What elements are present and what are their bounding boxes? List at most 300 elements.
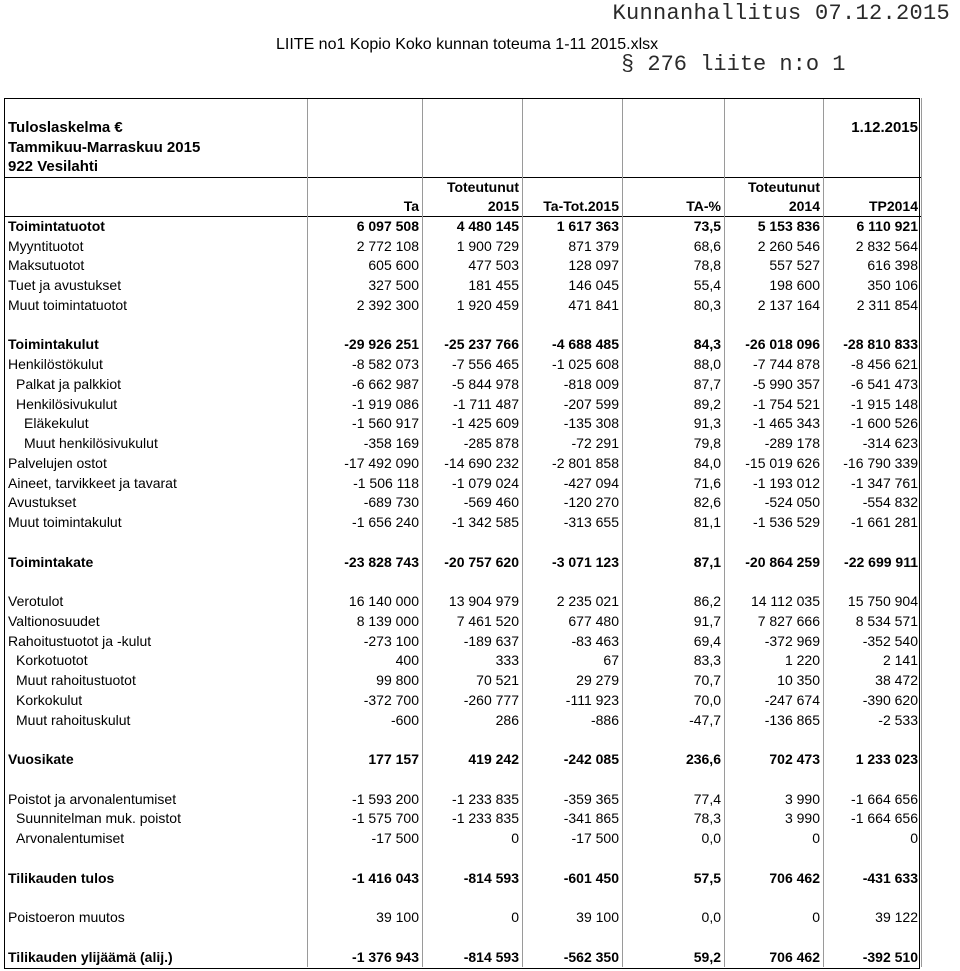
row-value: -26 018 096 bbox=[725, 335, 824, 355]
row-value: 471 841 bbox=[523, 296, 623, 316]
row-value: 59,2 bbox=[623, 947, 725, 967]
table-row bbox=[5, 434, 922, 454]
row-value: -207 599 bbox=[523, 394, 623, 414]
row-value: 7 827 666 bbox=[725, 612, 824, 632]
table-row bbox=[5, 513, 922, 533]
row-value: 419 242 bbox=[423, 750, 523, 770]
row-value bbox=[623, 888, 725, 908]
row-value bbox=[824, 849, 922, 869]
col-header bbox=[5, 197, 308, 217]
blank-row bbox=[5, 730, 922, 750]
row-value: 69,4 bbox=[623, 631, 725, 651]
row-label bbox=[5, 315, 308, 335]
row-value: 55,4 bbox=[623, 276, 725, 296]
row-value: -1 656 240 bbox=[308, 513, 423, 533]
row-value: 8 534 571 bbox=[824, 612, 922, 632]
row-value: -1 233 835 bbox=[423, 789, 523, 809]
row-value: -4 688 485 bbox=[523, 335, 623, 355]
table-row bbox=[5, 236, 922, 256]
row-value: 83,3 bbox=[623, 651, 725, 671]
row-value: -1 915 148 bbox=[824, 394, 922, 414]
row-value: -5 844 978 bbox=[423, 375, 523, 395]
row-label: Henkilöstökulut bbox=[5, 355, 308, 375]
row-value: 350 106 bbox=[824, 276, 922, 296]
row-value: -372 700 bbox=[308, 691, 423, 711]
period-row bbox=[5, 138, 922, 158]
row-value: 10 350 bbox=[725, 671, 824, 691]
row-value: -83 463 bbox=[523, 631, 623, 651]
row-value bbox=[423, 533, 523, 553]
row-value bbox=[725, 770, 824, 790]
row-value: -554 832 bbox=[824, 493, 922, 513]
table-row bbox=[5, 473, 922, 493]
row-value bbox=[308, 928, 423, 948]
row-value: -814 593 bbox=[423, 947, 523, 967]
row-value bbox=[824, 572, 922, 592]
row-value: 2 772 108 bbox=[308, 236, 423, 256]
row-value: 39 100 bbox=[523, 908, 623, 928]
row-value: 91,7 bbox=[623, 612, 725, 632]
table-row bbox=[5, 355, 922, 375]
row-label: Tilikauden ylijäämä (alij.) bbox=[5, 947, 308, 967]
row-value: -28 810 833 bbox=[824, 335, 922, 355]
row-value: -29 926 251 bbox=[308, 335, 423, 355]
section-label: § 276 liite n:o 1 bbox=[621, 52, 846, 77]
table-row bbox=[5, 829, 922, 849]
blank-row bbox=[5, 770, 922, 790]
row-value: -814 593 bbox=[423, 868, 523, 888]
row-value bbox=[523, 730, 623, 750]
col-header-top bbox=[824, 177, 922, 197]
row-value: 67 bbox=[523, 651, 623, 671]
row-label: Avustukset bbox=[5, 493, 308, 513]
row-value: -1 425 609 bbox=[423, 414, 523, 434]
row-value: 70,7 bbox=[623, 671, 725, 691]
row-value bbox=[523, 770, 623, 790]
row-label: Toimintakate bbox=[5, 552, 308, 572]
row-value: -17 500 bbox=[523, 829, 623, 849]
blank-row bbox=[5, 98, 922, 118]
row-value: -1 079 024 bbox=[423, 473, 523, 493]
row-value bbox=[423, 730, 523, 750]
row-value: 39 122 bbox=[824, 908, 922, 928]
row-value: -427 094 bbox=[523, 473, 623, 493]
table-row bbox=[5, 296, 922, 316]
table-row bbox=[5, 789, 922, 809]
row-value: 79,8 bbox=[623, 434, 725, 454]
row-label: Eläkekulut bbox=[5, 414, 308, 434]
row-value bbox=[725, 533, 824, 553]
row-value: -818 009 bbox=[523, 375, 623, 395]
table-row bbox=[5, 592, 922, 612]
row-label: Myyntituotot bbox=[5, 236, 308, 256]
row-value bbox=[308, 315, 423, 335]
row-value: 2 235 021 bbox=[523, 592, 623, 612]
row-value bbox=[824, 888, 922, 908]
row-value: -1 416 043 bbox=[308, 868, 423, 888]
row-value: 15 750 904 bbox=[824, 592, 922, 612]
row-value: -1 376 943 bbox=[308, 947, 423, 967]
row-value: -1 193 012 bbox=[725, 473, 824, 493]
row-value: -314 623 bbox=[824, 434, 922, 454]
row-value bbox=[623, 928, 725, 948]
row-value: 3 990 bbox=[725, 809, 824, 829]
row-value: 2 141 bbox=[824, 651, 922, 671]
row-value: 400 bbox=[308, 651, 423, 671]
row-label: Toimintatuotot bbox=[5, 217, 308, 237]
row-value: 677 480 bbox=[523, 612, 623, 632]
row-value: -1 560 917 bbox=[308, 414, 423, 434]
row-label: Suunnitelman muk. poistot bbox=[5, 809, 308, 829]
row-label: Korkokulut bbox=[5, 691, 308, 711]
row-label: Rahoitustuotot ja -kulut bbox=[5, 631, 308, 651]
row-value: 327 500 bbox=[308, 276, 423, 296]
row-value: 70 521 bbox=[423, 671, 523, 691]
row-value bbox=[623, 730, 725, 750]
blank-row bbox=[5, 928, 922, 948]
row-value bbox=[523, 533, 623, 553]
row-value: -1 661 281 bbox=[824, 513, 922, 533]
row-value: -689 730 bbox=[308, 493, 423, 513]
row-value: 0 bbox=[725, 908, 824, 928]
row-value bbox=[423, 928, 523, 948]
row-value: -72 291 bbox=[523, 434, 623, 454]
row-value: 5 153 836 bbox=[725, 217, 824, 237]
row-value bbox=[824, 315, 922, 335]
row-label: Palvelujen ostot bbox=[5, 454, 308, 474]
row-value: 70,0 bbox=[623, 691, 725, 711]
row-value: -1 347 761 bbox=[824, 473, 922, 493]
row-label: Arvonalentumiset bbox=[5, 829, 308, 849]
row-value: 0,0 bbox=[623, 829, 725, 849]
row-value: -569 460 bbox=[423, 493, 523, 513]
row-value: 88,0 bbox=[623, 355, 725, 375]
row-value: -372 969 bbox=[725, 631, 824, 651]
row-value: -1 575 700 bbox=[308, 809, 423, 829]
row-value: -1 465 343 bbox=[725, 414, 824, 434]
row-value bbox=[423, 849, 523, 869]
table-row bbox=[5, 414, 922, 434]
table-row bbox=[5, 612, 922, 632]
table-row bbox=[5, 750, 922, 770]
table-body bbox=[5, 98, 922, 967]
row-value bbox=[308, 770, 423, 790]
row-value: -7 556 465 bbox=[423, 355, 523, 375]
row-value: -189 637 bbox=[423, 631, 523, 651]
row-value bbox=[725, 315, 824, 335]
row-value bbox=[523, 928, 623, 948]
table-row bbox=[5, 691, 922, 711]
row-value bbox=[824, 928, 922, 948]
row-value: 80,3 bbox=[623, 296, 725, 316]
row-value: 16 140 000 bbox=[308, 592, 423, 612]
row-value bbox=[824, 730, 922, 750]
row-value: -17 500 bbox=[308, 829, 423, 849]
row-value: 77,4 bbox=[623, 789, 725, 809]
row-value: 39 100 bbox=[308, 908, 423, 928]
row-value: -313 655 bbox=[523, 513, 623, 533]
row-value bbox=[308, 572, 423, 592]
row-value bbox=[824, 533, 922, 553]
row-value: 2 260 546 bbox=[725, 236, 824, 256]
row-label bbox=[5, 572, 308, 592]
col-header-top bbox=[5, 177, 308, 197]
row-value: -524 050 bbox=[725, 493, 824, 513]
row-value: 702 473 bbox=[725, 750, 824, 770]
row-value: 57,5 bbox=[623, 868, 725, 888]
row-value: 78,8 bbox=[623, 256, 725, 276]
row-value: 1 900 729 bbox=[423, 236, 523, 256]
row-value: 0,0 bbox=[623, 908, 725, 928]
blank-row bbox=[5, 315, 922, 335]
blank-row bbox=[5, 888, 922, 908]
row-label: Palkat ja palkkiot bbox=[5, 375, 308, 395]
row-value: 605 600 bbox=[308, 256, 423, 276]
row-value: -341 865 bbox=[523, 809, 623, 829]
row-value: -14 690 232 bbox=[423, 454, 523, 474]
meeting-header: Kunnanhallitus 07.12.2015 bbox=[612, 1, 950, 26]
row-label: Muut rahoitustuotot bbox=[5, 671, 308, 691]
row-value: -8 582 073 bbox=[308, 355, 423, 375]
row-value bbox=[623, 849, 725, 869]
row-value: -111 923 bbox=[523, 691, 623, 711]
row-value: -289 178 bbox=[725, 434, 824, 454]
col-header-top bbox=[308, 177, 423, 197]
row-value: 1 233 023 bbox=[824, 750, 922, 770]
row-value bbox=[725, 849, 824, 869]
row-value: -136 865 bbox=[725, 710, 824, 730]
row-value bbox=[523, 849, 623, 869]
row-value: 2 392 300 bbox=[308, 296, 423, 316]
row-value: 6 110 921 bbox=[824, 217, 922, 237]
col-header: 2014 bbox=[725, 197, 824, 217]
col-header-top bbox=[623, 177, 725, 197]
table-row bbox=[5, 908, 922, 928]
row-value: 71,6 bbox=[623, 473, 725, 493]
row-value: 236,6 bbox=[623, 750, 725, 770]
row-value: -2 801 858 bbox=[523, 454, 623, 474]
unit-row bbox=[5, 157, 922, 177]
col-header-top: Toteutunut bbox=[725, 177, 824, 197]
table-row bbox=[5, 217, 922, 237]
row-value: 87,1 bbox=[623, 552, 725, 572]
row-label bbox=[5, 533, 308, 553]
row-value: -3 071 123 bbox=[523, 552, 623, 572]
blank-row bbox=[5, 849, 922, 869]
row-value: 6 097 508 bbox=[308, 217, 423, 237]
row-value: 8 139 000 bbox=[308, 612, 423, 632]
row-value bbox=[725, 730, 824, 750]
row-value: -23 828 743 bbox=[308, 552, 423, 572]
row-label: Aineet, tarvikkeet ja tavarat bbox=[5, 473, 308, 493]
row-value: -47,7 bbox=[623, 710, 725, 730]
row-value: 1 920 459 bbox=[423, 296, 523, 316]
row-value: 177 157 bbox=[308, 750, 423, 770]
row-value: 87,7 bbox=[623, 375, 725, 395]
row-label: Muut rahoituskulut bbox=[5, 710, 308, 730]
row-value: -390 620 bbox=[824, 691, 922, 711]
row-value bbox=[308, 533, 423, 553]
row-value: 4 480 145 bbox=[423, 217, 523, 237]
row-value: 198 600 bbox=[725, 276, 824, 296]
row-value: 91,3 bbox=[623, 414, 725, 434]
row-value: -352 540 bbox=[824, 631, 922, 651]
row-value: -2 533 bbox=[824, 710, 922, 730]
row-value: 3 990 bbox=[725, 789, 824, 809]
row-value: -1 711 487 bbox=[423, 394, 523, 414]
table-row bbox=[5, 631, 922, 651]
income-statement-table bbox=[4, 98, 922, 967]
row-label: Muut henkilösivukulut bbox=[5, 434, 308, 454]
row-label bbox=[5, 849, 308, 869]
row-value: -358 169 bbox=[308, 434, 423, 454]
row-label: Valtionosuudet bbox=[5, 612, 308, 632]
table-row bbox=[5, 671, 922, 691]
row-value: 7 461 520 bbox=[423, 612, 523, 632]
row-value: -20 864 259 bbox=[725, 552, 824, 572]
row-label: Poistoeron muutos bbox=[5, 908, 308, 928]
row-value: -8 456 621 bbox=[824, 355, 922, 375]
sheet-unit: 922 Vesilahti bbox=[5, 157, 308, 177]
row-value: -7 744 878 bbox=[725, 355, 824, 375]
row-value bbox=[423, 572, 523, 592]
row-value bbox=[623, 315, 725, 335]
row-value: 84,0 bbox=[623, 454, 725, 474]
row-value: -359 365 bbox=[523, 789, 623, 809]
row-value: -1 664 656 bbox=[824, 789, 922, 809]
table-row bbox=[5, 454, 922, 474]
row-value: -1 600 526 bbox=[824, 414, 922, 434]
row-label bbox=[5, 770, 308, 790]
row-label: Tuet ja avustukset bbox=[5, 276, 308, 296]
row-value bbox=[623, 770, 725, 790]
col-header: TA-% bbox=[623, 197, 725, 217]
row-value: 557 527 bbox=[725, 256, 824, 276]
row-value bbox=[308, 849, 423, 869]
row-value: -1 919 086 bbox=[308, 394, 423, 414]
file-name: LIITE no1 Kopio Koko kunnan toteuma 1-11 2015.xlsx bbox=[276, 36, 659, 53]
row-value: 0 bbox=[824, 829, 922, 849]
row-value: 146 045 bbox=[523, 276, 623, 296]
row-value: 82,6 bbox=[623, 493, 725, 513]
row-value: -1 506 118 bbox=[308, 473, 423, 493]
row-label: Henkilösivukulut bbox=[5, 394, 308, 414]
row-value: 13 904 979 bbox=[423, 592, 523, 612]
row-value: -886 bbox=[523, 710, 623, 730]
row-label: Toimintakulut bbox=[5, 335, 308, 355]
row-value: 1 617 363 bbox=[523, 217, 623, 237]
row-value: 706 462 bbox=[725, 868, 824, 888]
col-header-top bbox=[523, 177, 623, 197]
row-value: -600 bbox=[308, 710, 423, 730]
row-value: 84,3 bbox=[623, 335, 725, 355]
row-value: 477 503 bbox=[423, 256, 523, 276]
table-row bbox=[5, 256, 922, 276]
row-value: -16 790 339 bbox=[824, 454, 922, 474]
sheet-date: 1.12.2015 bbox=[824, 118, 922, 138]
table-row bbox=[5, 276, 922, 296]
row-value bbox=[423, 770, 523, 790]
row-value: 286 bbox=[423, 710, 523, 730]
row-value: 0 bbox=[725, 829, 824, 849]
col-header: Ta bbox=[308, 197, 423, 217]
row-value bbox=[523, 572, 623, 592]
row-value: -120 270 bbox=[523, 493, 623, 513]
row-label: Verotulot bbox=[5, 592, 308, 612]
row-value bbox=[523, 888, 623, 908]
header-row bbox=[5, 197, 922, 217]
row-value: -1 536 529 bbox=[725, 513, 824, 533]
row-value: 68,6 bbox=[623, 236, 725, 256]
table-row bbox=[5, 375, 922, 395]
row-value: 38 472 bbox=[824, 671, 922, 691]
row-value: -285 878 bbox=[423, 434, 523, 454]
sheet-title: Tuloslaskelma € bbox=[5, 118, 308, 138]
row-value: 14 112 035 bbox=[725, 592, 824, 612]
table-row bbox=[5, 868, 922, 888]
row-value bbox=[725, 928, 824, 948]
row-value: -1 342 585 bbox=[423, 513, 523, 533]
row-value bbox=[725, 888, 824, 908]
row-value: -20 757 620 bbox=[423, 552, 523, 572]
row-label bbox=[5, 730, 308, 750]
col-header-top: Toteutunut bbox=[423, 177, 523, 197]
row-value bbox=[623, 533, 725, 553]
row-value: -1 664 656 bbox=[824, 809, 922, 829]
row-value bbox=[725, 572, 824, 592]
table-row bbox=[5, 394, 922, 414]
blank-row bbox=[5, 572, 922, 592]
table-row bbox=[5, 710, 922, 730]
row-value: -392 510 bbox=[824, 947, 922, 967]
row-label: Maksutuotot bbox=[5, 256, 308, 276]
row-value: 81,1 bbox=[623, 513, 725, 533]
row-value: 73,5 bbox=[623, 217, 725, 237]
row-value: 29 279 bbox=[523, 671, 623, 691]
row-value bbox=[623, 572, 725, 592]
row-value: 1 220 bbox=[725, 651, 824, 671]
row-value: -431 633 bbox=[824, 868, 922, 888]
row-value: 0 bbox=[423, 829, 523, 849]
header-row-top bbox=[5, 177, 922, 197]
table-row bbox=[5, 552, 922, 572]
row-value: 78,3 bbox=[623, 809, 725, 829]
row-value bbox=[523, 315, 623, 335]
table-row bbox=[5, 809, 922, 829]
row-value: -260 777 bbox=[423, 691, 523, 711]
row-value: -242 085 bbox=[523, 750, 623, 770]
row-value: 2 137 164 bbox=[725, 296, 824, 316]
row-value bbox=[423, 315, 523, 335]
row-value: -247 674 bbox=[725, 691, 824, 711]
row-value: 99 800 bbox=[308, 671, 423, 691]
sheet-period: Tammikuu-Marraskuu 2015 bbox=[5, 138, 308, 158]
row-value: -15 019 626 bbox=[725, 454, 824, 474]
row-value: -22 699 911 bbox=[824, 552, 922, 572]
row-value: -1 233 835 bbox=[423, 809, 523, 829]
row-value: -273 100 bbox=[308, 631, 423, 651]
row-value bbox=[308, 888, 423, 908]
row-value bbox=[423, 888, 523, 908]
row-label: Poistot ja arvonalentumiset bbox=[5, 789, 308, 809]
table-row bbox=[5, 651, 922, 671]
table-row bbox=[5, 947, 922, 967]
row-value bbox=[308, 730, 423, 750]
row-value: 86,2 bbox=[623, 592, 725, 612]
table-row bbox=[5, 493, 922, 513]
row-label bbox=[5, 888, 308, 908]
row-value: 181 455 bbox=[423, 276, 523, 296]
